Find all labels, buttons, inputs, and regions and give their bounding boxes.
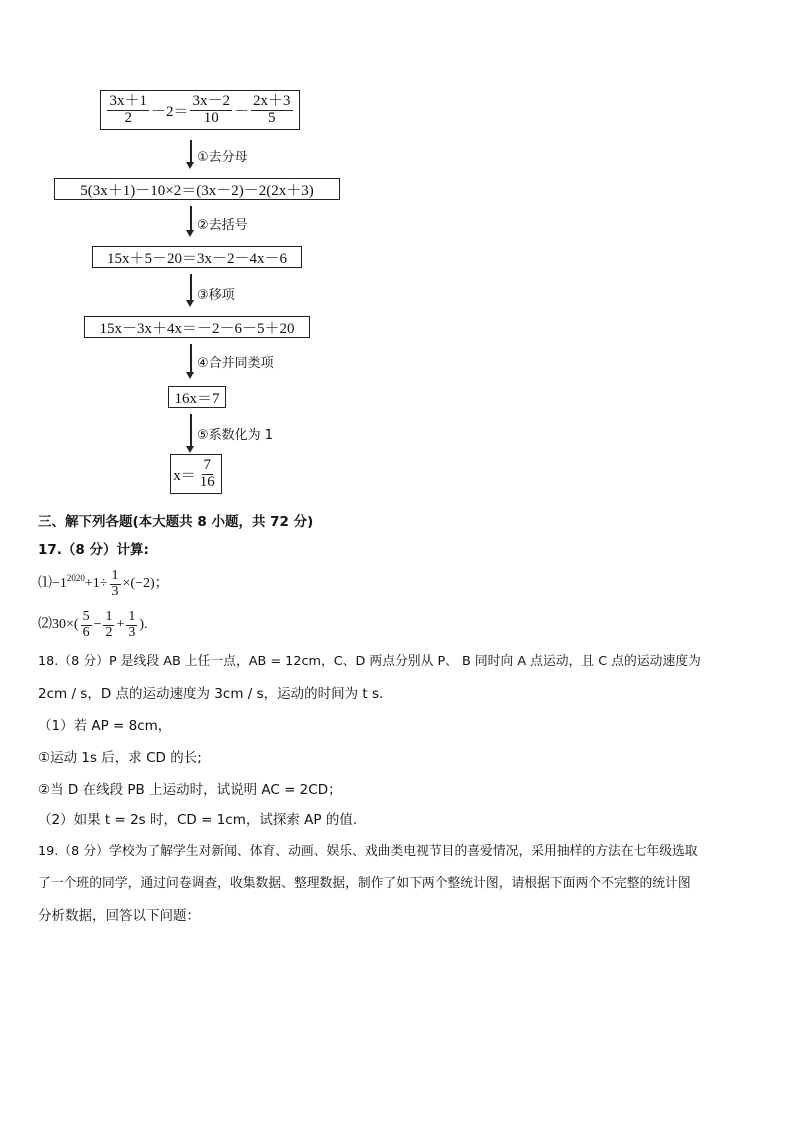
- fraction: $\frac{3x-2}{10}$: [192, 92, 230, 126]
- equation-box-2: 5(3x＋1)－10×2＝(3x－2)－2(2x＋3): [54, 178, 340, 200]
- arrow-down-icon: [186, 230, 194, 237]
- q18-sub2: （2）如果 t = 2s 时，CD = 1cm，试探索 AP 的值.: [38, 812, 358, 828]
- fraction: $\frac{1}{3}$: [111, 567, 119, 599]
- q18-line2: 2cm / s，D 点的运动速度为 3cm / s，运动的时间为 t s.: [38, 686, 384, 702]
- arrow-down-icon: [186, 300, 194, 307]
- arrow-down-icon: [186, 162, 194, 169]
- q17-part1: ⑴ −1 $^{2020}$ +1÷ $\frac{1}{3}$ ×(−2)；: [38, 567, 169, 599]
- fraction: $\frac{5}{6}$: [82, 608, 90, 640]
- step-label-4: ④合并同类项: [197, 356, 274, 371]
- equation-box-5: 16x＝7: [168, 386, 226, 408]
- fraction: $\frac{7}{16}$: [199, 456, 215, 490]
- equation-box-3: 15x＋5－20＝3x－2－4x－6: [92, 246, 302, 268]
- q18-sub1a: ①运动 1s 后，求 CD 的长;: [38, 750, 202, 766]
- q19-line3: 分析数据，回答以下问题：: [38, 908, 200, 924]
- q18-line1: 18.（8 分）P 是线段 AB 上任一点，AB = 12cm，C、D 两点分别从 P、 B 同时向 A 点运动，且 C 点的运动速度为: [38, 654, 701, 669]
- flow-arrow: [190, 414, 192, 448]
- step-label-2: ②去括号: [197, 218, 248, 233]
- arrow-down-icon: [186, 372, 194, 379]
- q18-sub1b: ②当 D 在线段 PB 上运动时，试说明 AC = 2CD；: [38, 782, 342, 798]
- flow-arrow: [190, 140, 192, 164]
- q17-part2: ⑵ 30×( $\frac{5}{6}$ − $\frac{1}{2}$ + $\frac{1}{3}$ ).: [38, 608, 148, 640]
- q17-title: 17.（8 分）计算:: [38, 542, 149, 558]
- flow-arrow: [190, 274, 192, 302]
- equation-box-1: $\frac{3x+1}{2}$ －2＝ $\frac{3x-2}{10}$ － $\frac{2x+3}{5}$: [100, 90, 300, 130]
- q18-sub1: （1）若 AP = 8cm，: [38, 718, 172, 734]
- step-label-1: ①去分母: [197, 150, 248, 165]
- step-label-3: ③移项: [197, 288, 235, 303]
- flow-arrow: [190, 344, 192, 374]
- q19-line2: 了一个班的同学，通过问卷调查，收集数据、整理数据，制作了如下两个整统计图，请根据下面两个不完整的统计图: [38, 876, 691, 891]
- fraction: $\frac{2x+3}{5}$: [253, 92, 291, 126]
- arrow-down-icon: [186, 446, 194, 453]
- fraction: $\frac{1}{3}$: [128, 608, 136, 640]
- fraction: $\frac{3x+1}{2}$: [109, 92, 147, 126]
- flow-arrow: [190, 206, 192, 232]
- q19-line1: 19.（8 分）学校为了解学生对新闻、体育、动画、娱乐、戏曲类电视节目的喜爱情况，采用抽样的方法在七年级选取: [38, 844, 698, 859]
- equation-box-6: x＝ $\frac{7}{16}$: [170, 454, 222, 494]
- step-label-5: ⑤系数化为 1: [197, 428, 274, 443]
- fraction: $\frac{1}{2}$: [105, 608, 113, 640]
- section-header: 三、解下列各题(本大题共 8 小题，共 72 分): [38, 514, 314, 530]
- equation-box-4: 15x－3x＋4x＝－2－6－5＋20: [84, 316, 310, 338]
